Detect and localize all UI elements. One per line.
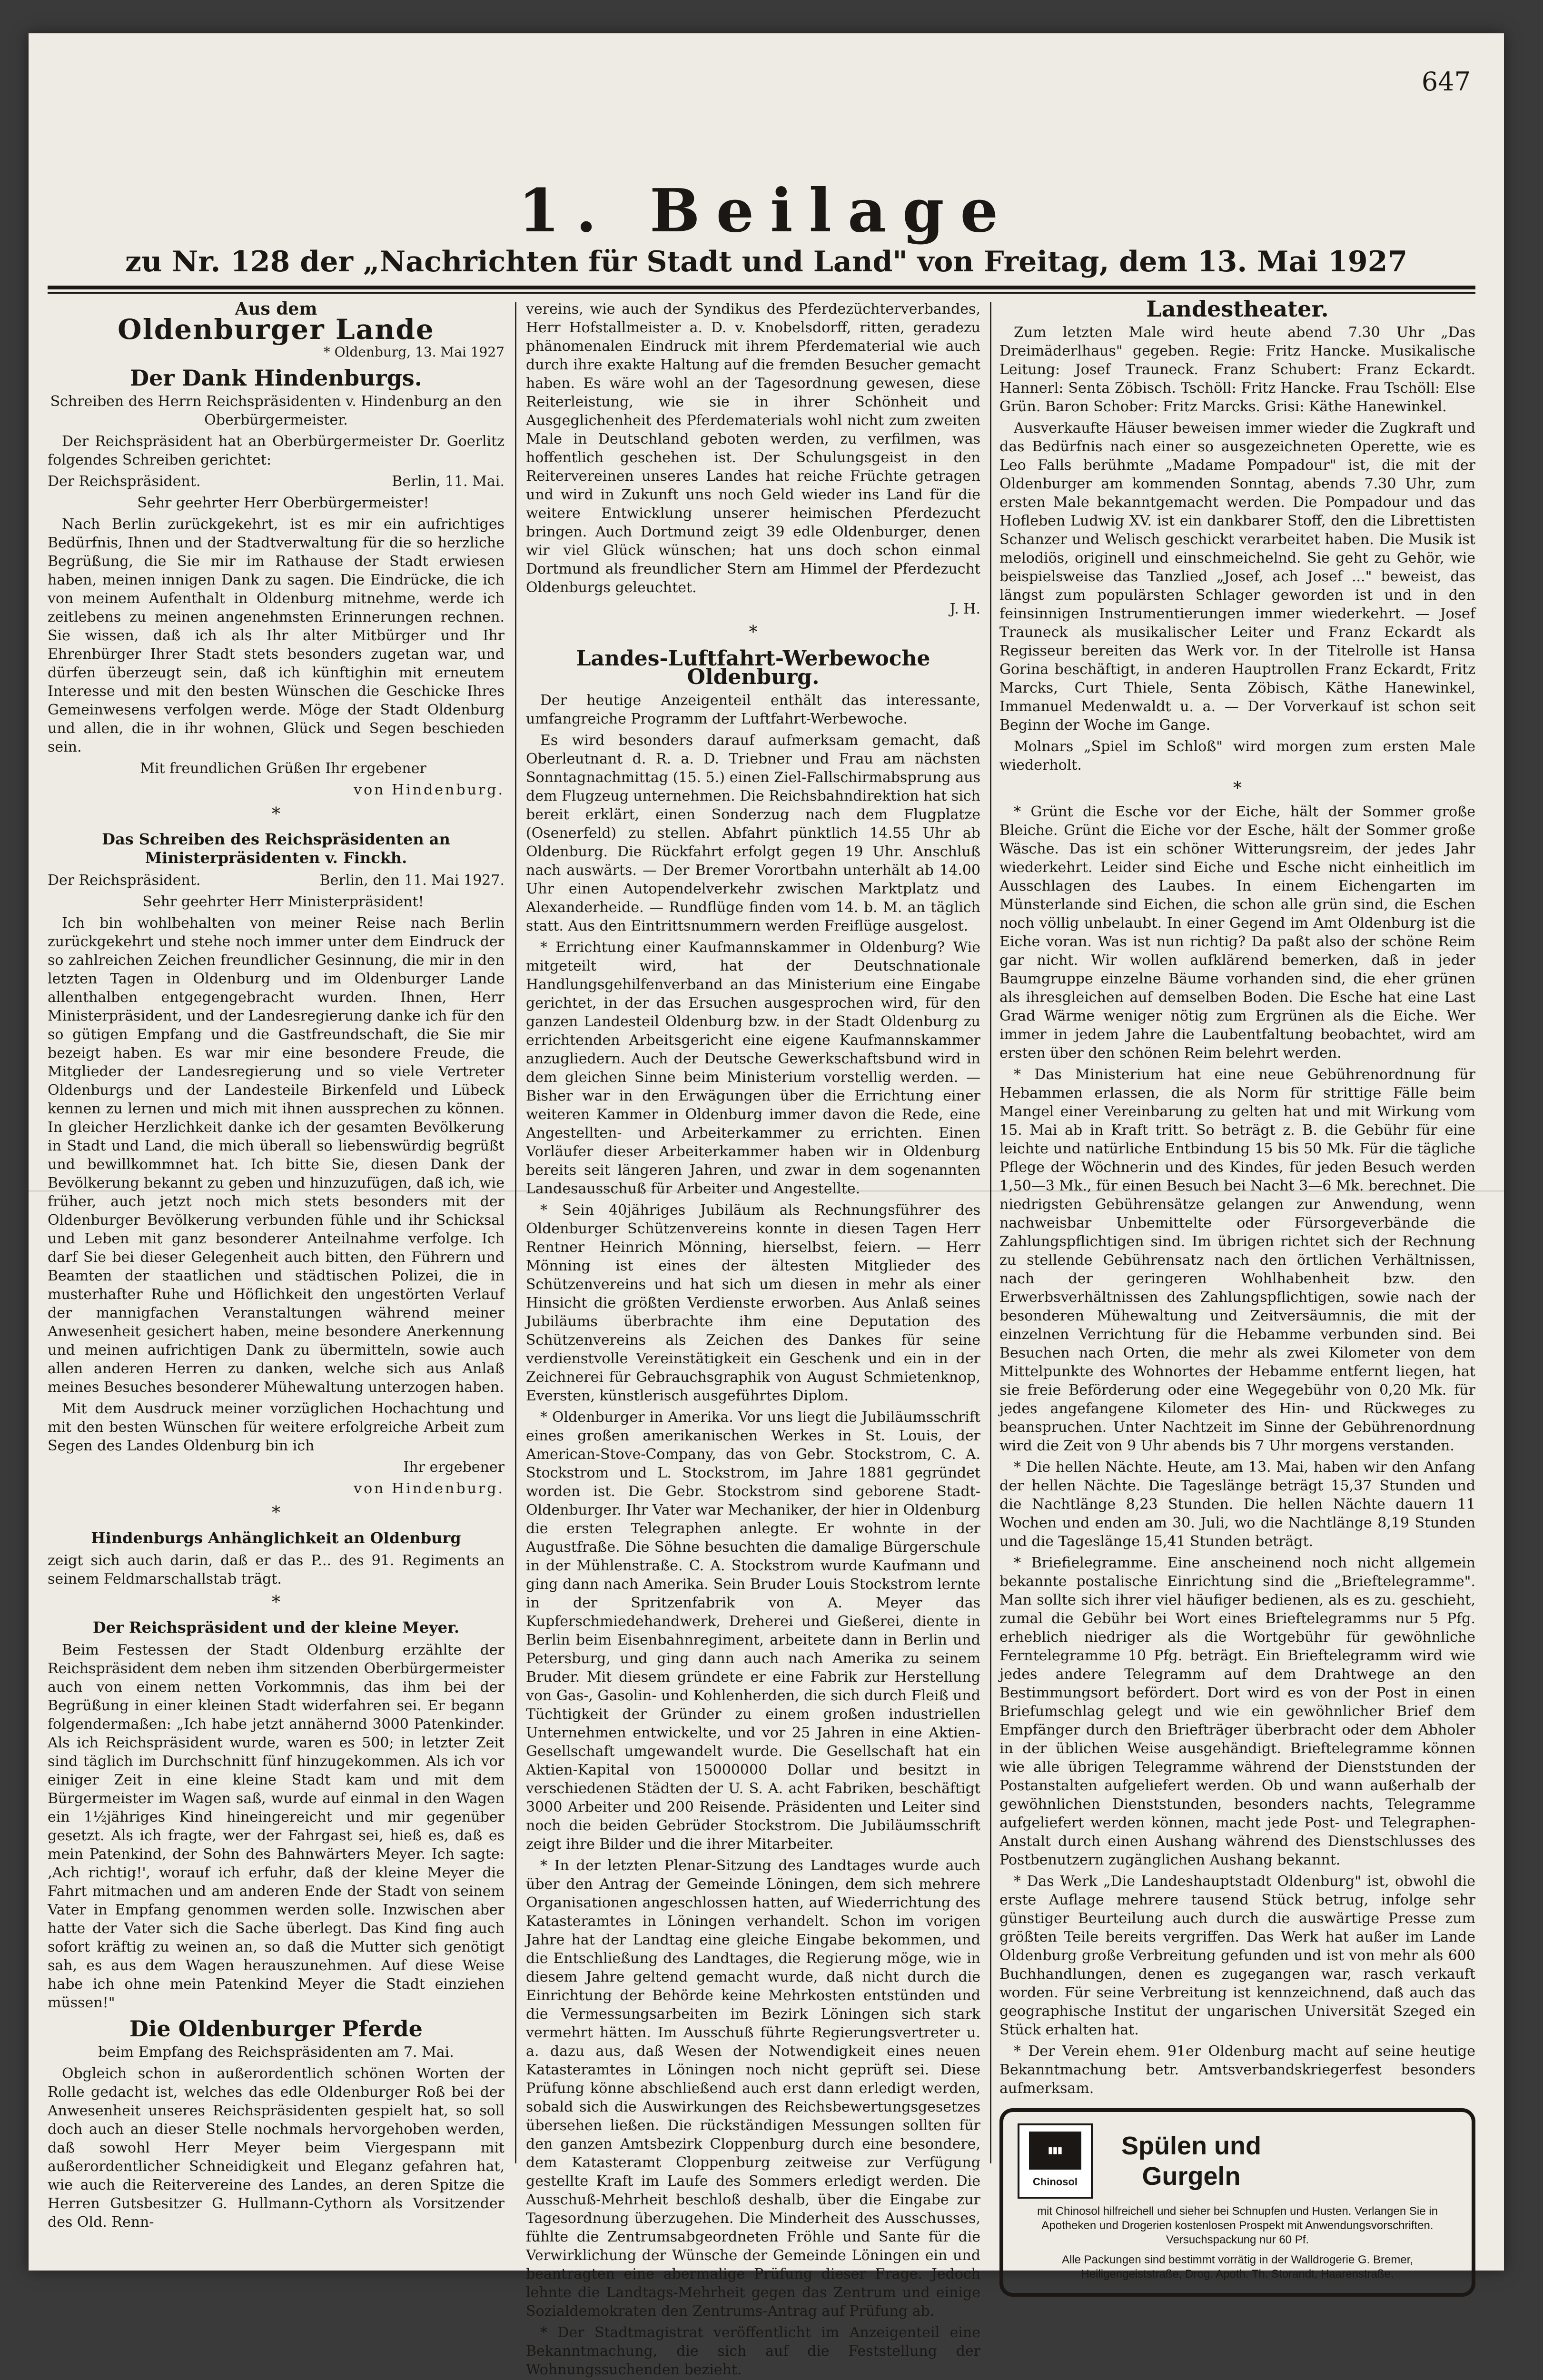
column-divider — [990, 302, 991, 2163]
article-subtitle: beim Empfang des Reichspräsidenten am 7. Mai. — [98, 2044, 454, 2061]
headline-landestheater: Landestheater. — [1146, 296, 1329, 322]
newspaper-page — [29, 33, 1504, 2378]
separator-star: * — [272, 1593, 280, 1612]
article-paragraph: * Der Verein ehem. 91er Oldenburg macht auf seine heutige Bekanntmachung betr. Amtsverbandskriegerfest besonders aufmerksam. — [999, 2043, 1475, 2097]
ad-text: mit Chinosol hilfreichell und sieher bei Schnupfen und Husten. Verlangen Sie in Apotheken und Drogerien kostenlosen Prospekt mit Anwendungsvorschriften. Versuchspackung nur 60 Pf. — [1037, 2205, 1438, 2246]
separator-star: * — [272, 804, 280, 824]
letter-place: Berlin, 11. Mai. — [392, 473, 504, 490]
section-region-title: Oldenburger Lande — [118, 313, 435, 346]
ad-title-line: Gurgeln — [1142, 2162, 1241, 2191]
headline-pferde: Die Oldenburger Pferde — [129, 2016, 423, 2042]
letter-body: Ich bin wohlbehalten von meiner Reise nach Berlin zurückgekehrt und stehe noch immer unter dem Eindruck der so zahlreichen Zeichen freundlicher Gesinnung, die mir in den letzten Tagen in Oldenburg und im Oldenburger Lande allenthalben entgegengebracht wurden. Ihnen, Herr Ministerpräsident, und der Landesregierung danke ich für den so gütigen Empfang und die Gastfreundschaft, die Sie mir bezeigt haben. Es war mir eine besondere Freude, die Mitglieder der Landesregierung und so viele Vertreter Oldenburgs und der Landesteile Birkenfeld und Lübeck kennen zu lernen und mich mit ihnen aussprechen zu können. In gleicher Herzlichkeit danke ich der gesamten Bevölkerung in Stadt und Land, die mich überall so liebenswürdig begrüßt und bewillkommnet hat. Ich bitte Sie, diesen Dank der Bevölkerung bekannt zu geben und hinzuzufügen, daß ich, wie früher, auch jetzt noch mich stets besonders mit der Oldenburger Bevölkerung verbunden fühle und ihr Schicksal und Leben mit ganz besonderer Anteilnahme verfolge. Ich darf Sie bei dieser Gelegenheit auch bitten, den Führern und Beamten der staatlichen und städtischen Polizei, die in musterhafter Ruhe und Höflichkeit den ungestörten Verlauf der mannigfachen Veranstaltungen während meiner Anwesenheit gesichert haben, meine besondere Anerkennung und meinen aufrichtigen Dank zu übermitteln, sowie auch allen anderen Herren zu danken, welche sich aus Anlaß meines Besuches besonderer Mühewaltung unterzogen haben. — [48, 915, 504, 1396]
separator-star: * — [1233, 779, 1242, 798]
article-paragraph: Zum letzten Male wird heute abend 7.30 Uhr „Das Dreimäderlhaus" gegeben. Regie: Fritz Hancke. Musikalische Leitung: Josef Trauneck. Franz Schubert: Franz Eckardt. Hannerl: Senta Zöbisch. Tschöll: Fritz Hancke. Frau Tschöll: Else Grün. Baron Schober: Fritz Marcks. Grisi: Käthe Hanewinkel. — [999, 324, 1475, 415]
headline-luftfahrt: Landes-Luftfahrt-Werbewoche Oldenburg. — [576, 646, 930, 689]
article-paragraph: * Der Stadtmagistrat veröffentlicht im Anzeigenteil eine Bekanntmachung, die sich auf die Feststellung der Wohnungssuchenden bezieht. — [526, 2324, 980, 2378]
article-paragraph: zeigt sich auch darin, daß er das P... des 91. Regiments an seinem Feldmarschallstab trägt. — [48, 1552, 504, 1587]
chinosol-logo — [1018, 2123, 1093, 2199]
article-paragraph: Beim Festessen der Stadt Oldenburg erzählte der Reichspräsident dem neben ihm sitzenden Oberbürgermeister auch von einem netten Vorkommnis, das ihm bei der Begrüßung in einer kleinen Stadt widerfahren sei. Er begann folgendermaßen: „Ich habe jetzt annähernd 3000 Patenkinder. Als ich Reichspräsident wurde, waren es 500; in letzter Zeit sind täglich im Durchschnitt fünf hinzugekommen. Als ich vor einiger Zeit in eine kleine Stadt kam und mit dem Bürgermeister im Wagen saß, wurde auf einmal in den Wagen ein 1½jähriges Kind hineingereicht und mir gegenüber gesetzt. Als ich fragte, wer der Fahrgast sei, hieß es, daß es mein Patenkind, der Sohn des Bahnwärters Meyer. Ich sagte: ‚Ach richtig!', worauf ich erfuhr, daß der kleine Meyer die Fahrt mitmachen und am anderen Ende der Stadt von seinem Vater in Empfang genommen werden solle. Inzwischen aber hatte der Vater sich die Sache überlegt. Das Kind fing auch sofort kräftig zu weinen an, so daß die Mutter sich genötigt sah, es aus dem Wagen herauszunehmen. Auf diese Weise habe ich ohne mein Patenkind Meyer die Stadt einziehen müssen!" — [48, 1642, 504, 2011]
logo-brand: Chinosol — [1032, 2175, 1078, 2188]
ad-title — [1121, 2131, 1261, 2192]
dateline: * Oldenburg, 13. Mai 1927 — [323, 344, 504, 360]
section-title: Der Reichspräsident und der kleine Meyer. — [92, 1618, 460, 1636]
headline-hindenburg: Der Dank Hindenburgs. — [130, 365, 422, 391]
article-paragraph: vereins, wie auch der Syndikus des Pferdezüchterverbandes, Herr Hofstallmeister a. D. v. Knobelsdorff, ritten, geradezu phänomenalen Eindruck mit ihrem Pferdematerial wie auch durch ihre exakte Haltung auf die fremden Besucher gemacht haben. Es wäre wohl an der Tagesordnung gewesen, diese Reiterleistung, wie sie in ihrer Schönheit und Ausgeglichenheit des Pferdematerials wohl nicht zum zweiten Male in Deutschland geboten werden, zu verfilmen, was hoffentlich geschehen ist. Der Schulungsgeist in den Reitervereinen unseres Landes hat reiche Früchte getragen und wird in Zukunft uns noch Geld wieder ins Land für die weitere Entwicklung unserer heimischen Pferdezucht bringen. Auch Dortmund zeigt 39 edle Oldenburger, denen wir viel Glück wünschen; hat uns doch schon einmal Dortmund als freundlicher Stern am Himmel der Pferdezucht Oldenburgs geleuchtet. — [526, 301, 980, 596]
article-paragraph: * Das Werk „Die Landeshauptstadt Oldenburg" ist, obwohl die erste Auflage mehrere tausend Stück betrug, infolge sehr günstiger Beurteilung auch durch die auswärtige Presse zum größten Teile bereits vergriffen. Das Werk hat außer im Lande Oldenburg große Verbreitung gefunden und ist von mehr als 600 Buchhandlungen, denen es zugegangen war, rasch verkauft worden. Für seine Verbreitung ist kennzeichnend, daß auch das geographische Institut der ungarischen Universität Szeged ein Stück erhalten hat. — [999, 1873, 1475, 2038]
article-paragraph: * Errichtung einer Kaufmannskammer in Oldenburg? Wie mitgeteilt wird, hat der Deutschnationale Handlungsgehilfenverband an das Ministerium eine Eingabe gerichtet, in der das Ersuchen ausgesprochen wird, für den ganzen Landesteil Oldenburg bzw. in der Stadt Oldenburg zu errichtenden Arbeitsgericht eine eigene Kaufmannskammer anzugliedern. Auch der Deutsche Gewerkschaftsbund wird in dem gleichen Sinne beim Ministerium vorstellig werden. — Bisher war in den Erwägungen über die Errichtung einer weiteren Kammer in Oldenburg immer davon die Rede, eine Angestellten- und Arbeiterkammer zu errichten. Einen Vorläufer dieser Arbeiterkammer haben wir in Oldenburg bereits seit längeren Jahren, und zwar in dem sogenannten Landesausschuß für Arbeiter und Angestellte. — [526, 939, 980, 1197]
article-paragraph: * Briefielegramme. Eine anscheinend noch nicht allgemein bekannte postalische Einrichtung sind die „Brieftelegramme". Man sollte sich ihrer viel häufiger bedienen, als es zu. geschieht, zumal die Gebühr bei Wort eines Brieftelegramms nur 5 Pfg. erheblich niedriger als die Wortgebühr für gewöhnliche Ferntelegramme 10 Pfg. beträgt. Ein Brieftelegramm wird wie jedes andere Telegramm auf dem Drahtwege an den Bestimmungsort befördert. Dort wird es von der Post in einen Briefumschlag gelegt und wie ein gewöhnlicher Brief dem Empfänger durch den Briefträger überbracht oder dem Abholer in der üblichen Weise ausgehändigt. Brieftelegramme können wie alle übrigen Telegramme während der Dienststunden der Postanstalten aufgeliefert werden. Ob und wann außerhalb der gewöhnlichen Dienststunden, besonders nachts, Telegramme aufgeliefert werden können, macht jede Post- und Telegraphen-Anstalt durch einen Aushang während des Dienstschlusses des Postbenutzern zugänglichen Aushang bekannt. — [999, 1555, 1475, 1868]
article-paragraph: * Sein 40jähriges Jubiläum als Rechnungsführer des Oldenburger Schützenvereins konnte in diesen Tagen Herr Rentner Heinrich Mönning, hierselbst, feiern. — Herr Mönning ist eines der ältesten Mitglieder des Schützenvereins und hat sich um diesen in mehr als einer Hinsicht die größten Verdienste erworben. Aus Anlaß seines Jubiläums überbrachte ihm eine Deputation des Schützenvereins als Zeichen des Dankes für seine verdienstvolle Vereinstätigkeit ein Geschenk und ein in der Zeichnerei für Gebrauchsgraphik von August Schmietenknop, Eversten, künstlerisch ausgeführtes Diplom. — [526, 1202, 980, 1404]
article-paragraph: Der heutige Anzeigenteil enthält das interessante, umfangreiche Programm der Luftfahrt-Werbewoche. — [526, 692, 980, 727]
separator-star: * — [272, 1503, 280, 1523]
section-title: Das Schreiben des Reichspräsidenten an Ministerpräsidenten v. Finckh. — [102, 830, 450, 867]
article-signature: J. H. — [950, 601, 980, 617]
letter-salutation: Sehr geehrter Herr Ministerpräsident! — [142, 893, 424, 910]
article-paragraph: * Grünt die Esche vor der Eiche, hält der Sommer große Bleiche. Grünt die Eiche vor der Esche, hält der Sommer große Wäsche. Das ist ein schöner Witterungsreim, der jedes Jahr wiederkehrt. Leider sind Eiche und Esche nicht einheitlich im Ausschlagen des Laubes. In einem Eichengarten im Münsterlande sind Eichen, die schon alle grün sind, die Eschen noch völlig unbelaubt. In einer Gegend im Amt Oldenburg ist die Eiche voran. Was ist nun richtig? Da paßt also der schöne Reim gar nicht. Wir wollen aufklärend bemerken, daß in jeder Baumgruppe einzelne Bäume vorhanden sind, die eher grünen als ihresgleichen auf demselben Boden. Die Esche hat eine Last Grad Wärme weniger nötig zum Ergrünen als die Eiche. Wer immer in jedem Jahre die Laubentfaltung beobachtet, wird am ersten über den schönen Reim belehrt werden. — [999, 803, 1475, 1061]
letter-header — [48, 871, 504, 890]
logo-box: ▮▮▮ — [1029, 2132, 1081, 2170]
article-paragraph: * In der letzten Plenar-Sitzung des Landtages wurde auch über den Antrag der Gemeinde Löningen, dem sich mehrere Organisationen angeschlossen hatten, auf Wiederrichtung des Katasteramtes in Löningen verhandelt. Schon im vorigen Jahre hat der Landtag eine gleiche Eingabe bekommen, und die Entschließung des Landtages, die Regierung möge, wie in diesem Jahre geltend gemacht wurde, daß nicht durch die Einrichtung der Behörde keine Mehrkosten entstünden und die Vermessungsarbeiten im Bezirk Löningen sich stark vermehrt hätten. Im Ausschuß führte Regierungsvertreter u. a. dazu aus, daß Wesen der Notwendigkeit eines neuen Katasteramtes in Löningen noch nicht geprüft sei. Diese Prüfung könne abschließend auch erst dann erledigt werden, sobald sich die Auswirkungen des Reichsbewertungsgesetzes übersehen ließen. Die rückständigen Messungen sollten für den ganzen Amtsbezirk Cloppenburg durch eine besondere, dem Katasteramt Cloppenburg zeitweise zur Verfügung gestellte Kraft im Laufe des Sommers erledigt werden. Die Ausschuß-Mehrheit beschloß deshalb, über die Eingabe zur Tagesordnung überzugehen. Die Minderheit des Ausschusses, fühlte die Zentrumsabgeordneten Fröhle und Sante für die Verwirklichung der Wünsche der Gemeinde Löningen ein und beantragten eine abermalige Prüfung dieser Frage. Jedoch lehnte die Landtags-Mehrheit gegen das Zentrum und einige Sozialdemokraten den Zentrums-Antrag auf Prüfung ab. — [526, 1857, 980, 2320]
letter-body: Mit dem Ausdruck meiner vorzüglichen Hochachtung und mit den besten Wünschen für weitere erfolgreiche Arbeit zum Segen des Landes Oldenburg bin ich — [48, 1400, 504, 1454]
letter-from: Der Reichspräsident. — [48, 473, 201, 490]
supplement-title: 1. Beilage — [518, 176, 1015, 246]
article-paragraph: Es wird besonders darauf aufmerksam gemacht, daß Oberleutnant d. R. a. D. Triebner und Frau am nächsten Sonntagnachmittag (15. 5.) einen Ziel-Fallschirmabsprung aus dem Flugzeug unternehmen. Die Reichsbahndirektion hat sich bereit erklärt, einen Sonderzug nach dem Flugplatze (Osenerfeld) zu stellen. Abfahrt pünktlich 14.55 Uhr ab Oldenburg. Die Rückfahrt erfolgt gegen 19 Uhr. Anschluß nach auswärts. — Der Bremer Vorortbahn unterhält ab 14.00 Uhr einen Autopendelverkehr zwischen Marktplatz und Alexanderheide. — Rundflüge finden vom 14. b. M. an täglich statt. Aus den Eintrittsnummern werden Freiflüge ausgelost. — [526, 732, 980, 934]
ad-text: Alle Packungen sind bestimmt vorrätig in der Walldrogerie G. Bremer, Heiligengeiststraße, Drog. Apoth. Th. Storandt, Haarenstraße. — [1061, 2253, 1414, 2281]
letter-close: Ihr ergebener — [403, 1459, 504, 1476]
letter-body: Nach Berlin zurückgekehrt, ist es mir ein aufrichtiges Bedürfnis, Ihnen und der Stadtverwaltung für die so herzliche Begrüßung, die Sie mir im Rathause der Stadt erwiesen haben, meinen innigen Dank zu sagen. Die Eindrücke, die ich von meinem Aufenthalt in Oldenburg mitnehme, werde ich zeitlebens zu meinen angenehmsten Erinnerungen rechnen. Sie wissen, daß ich als Ihr alter Mitbürger und Ihr Ehrenbürger Ihrer Stadt stets besonders zugetan war, und dürfen überzeugt sein, daß ich künftighin mit erneutem Interesse und mit den besten Wünschen die Geschicke Ihres Gemeinwesens verfolgen werde. Möge der Stadt Oldenburg und allen, die in ihr wohnen, Glück und Segen beschieden sein. — [48, 516, 504, 755]
header-rule-thin — [48, 292, 1475, 294]
article-paragraph: Molnars „Spiel im Schloß" wird morgen zum ersten Male wiederholt. — [999, 738, 1475, 774]
letter-close: Mit freundlichen Grüßen Ihr ergebener — [140, 760, 426, 777]
chinosol-advertisement — [999, 2108, 1475, 2297]
article-paragraph: * Oldenburger in Amerika. Vor uns liegt die Jubiläumsschrift eines großen amerikanischen Werkes in St. Louis, der American-Stove-Company, das von Gebr. Stockstrom, C. A. Stockstrom und L. Stockstrom, im Jahre 1881 gegründet worden ist. Die Gebr. Stockstrom sind geborene Stadt-Oldenburger. Ihr Vater war Mechaniker, der hier in Oldenburg die ersten Telegraphen anlegte. Er wohnte in der Augustfraße. Die Söhne besuchten die damalige Bürgerschule in der Mühlenstraße. C. A. Stockstrom wurde Kaufmann und ging dann nach Amerika. Sein Bruder Louis Stockstrom lernte in der Spritzenfabrik von A. Meyer das Kupferschmiedehandwerk, Dreherei und Gießerei, diente in Berlin beim Eisenbahnregiment, arbeitete dann in Berlin und Petersburg, und ging dann auch nach Amerika zu seinem Bruder. Mit diesem gründete er eine Fabrik zur Herstellung von Gas-, Gasolin- und Kohlenherden, die sich durch Fleiß und Tüchtigkeit der Gründer zu einem großen industriellen Unternehmen entwickelte, und vor 25 Jahren in eine Aktien-Gesellschaft umgewandelt wurde. Die Gesellschaft hat ein Aktien-Kapital von 15000000 Dollar und besitzt in verschiedenen Städten der U. S. A. acht Fabriken, beschäftigt 3000 Arbeiter und 200 Reisende. Präsidenten und Leiter sind noch die beiden Gebrüder Stockstrom. Die Jubiläumsschrift zeigt ihre Bilder und die ihrer Mitarbeiter. — [526, 1409, 980, 1853]
ad-header — [1018, 2123, 1457, 2199]
letter-place: Berlin, den 11. Mai 1927. — [319, 872, 504, 889]
letter-signature: von Hindenburg. — [354, 1480, 504, 1497]
article-paragraph: Obgleich schon in außerordentlich schönen Worten der Rolle gedacht ist, welches das edle Oldenburger Roß bei der Anwesenheit unseres Reichspräsidenten gespielt hat, so soll doch auch an dieser Stelle nochmals hervorgehoben werden, daß sowohl Herr Meyer beim Viergespann mit außerordentlicher Schneidigkeit und Eleganz gefahren hat, wie auch die Reitervereine des Landes, an deren Spitze die Herren Gutsbesitzer G. Hullmann-Cythorn als Vorsitzender des Old. Renn- — [48, 2065, 504, 2231]
letter-from: Der Reichspräsident. — [48, 872, 201, 889]
article-paragraph: Der Reichspräsident hat an Oberbürgermeister Dr. Goerlitz folgendes Schreiben gerichtet: — [48, 433, 504, 468]
column-1 — [48, 300, 504, 2234]
article-paragraph: * Die hellen Nächte. Heute, am 13. Mai, haben wir den Anfang der hellen Nächte. Die Tageslänge beträgt 15,37 Stunden und die Nachtlänge 8,23 Stunden. Die hellen Nächte dauern 11 Wochen und enden am 30. Juli, wo die Nachtlänge 8,19 Stunden und die Tageslänge 15,41 Stunden beträgt. — [999, 1459, 1475, 1550]
section-title: Hindenburgs Anhänglichkeit an Oldenburg — [91, 1529, 461, 1547]
column-divider — [515, 302, 516, 2163]
letter-signature: von Hindenburg. — [354, 782, 504, 798]
section-kicker: Aus dem — [235, 299, 317, 319]
article-intro: Schreiben des Herrn Reichspräsidenten v. Hindenburg an den Oberbürgermeister. — [50, 393, 502, 428]
separator-star: * — [749, 623, 758, 642]
letter-salutation: Sehr geehrter Herr Oberbürgermeister! — [137, 495, 429, 511]
issue-subtitle: zu Nr. 128 der „Nachrichten für Stadt und Land" von Freitag, dem 13. Mai 1927 — [125, 245, 1408, 278]
page-number: 647 — [1421, 67, 1471, 97]
ad-title-line: Spülen und — [1121, 2132, 1261, 2160]
column-3 — [999, 296, 1475, 2297]
letter-header — [48, 472, 504, 491]
article-paragraph: * Das Ministerium hat eine neue Gebührenordnung für Hebammen erlassen, die als Norm für strittige Fälle beim Mangel einer Vereinbarung zu gelten hat und mit Wirkung vom 15. Mai ab in Kraft tritt. So beträgt z. B. die Gebühr für eine leichte und natürliche Entbindung 15 bis 50 Mk. Für die tägliche Pflege der Wöchnerin und des Kindes, für jeden Besuch werden 1,50—3 Mk., für einen Besuch bei Nacht 3—6 Mk. berechnet. Die niedrigsten Gebührensätze gelangen zur Anwendung, wenn nachweisbar Unbemittelte oder Fürsorgeverbände die Zahlungspflichtigen sind. Im übrigen richtet sich der Rechnung zu stellende Gebührensatz nach den örtlichen Verhältnissen, nach der geringeren Wohlhabenheit bzw. den Erwerbsverhältnissen des Zahlungspflichtigen, sowie nach der besonderen Mühewaltung und Zeitversäumnis, die mit der einzelnen Verrichtung für die Hebamme verbunden sind. Bei Besuchen nach Orten, die mehr als zwei Kilometer von dem Mittelpunkte des Wohnortes der Hebamme entfernt liegen, hat sie freie Beförderung oder eine Wegegebühr von 0,20 Mk. für jedes angefangene Kilometer des Hin- und Rückweges zu beanspruchen. Unter Nachtzeit im Sinne der Gebührenordnung wird die Zeit von 9 Uhr abends bis 7 Uhr morgens verstanden. — [999, 1066, 1475, 1454]
article-paragraph: Ausverkaufte Häuser beweisen immer wieder die Zugkraft und das Bedürfnis nach einer so ausgezeichneten Operette, wie es Leo Falls berühmte „Madame Pompadour" ist, die mit der Oldenburger am kommenden Sonntag, abends 7.30 Uhr, zum ersten Male bekanntgemacht werden. Die Pompadour und das Hofleben Ludwig XV. ist ein dankbarer Stoff, den die Librettisten Schanzer und Welisch geschickt verarbeitet haben. Die Musik ist melodiös, originell und einschmeichelnd. Sie geht zu Gehör, wie beispielsweise das Tanzlied „Josef, ach Josef ..." beweist, das längst zum populärsten Schlager geworden ist und in den feinsinnigen Instrumentierungen immer wiederkehrt. — Josef Trauneck als musikalischer Leiter und Franz Eckardt als Regisseur bereiten das Werk vor. In der Titelrolle ist Hansa Gorina beschäftigt, in anderen Hauptrollen Franz Eckardt, Fritz Marcks, Curt Thiele, Senta Zöbisch, Käthe Hanewinkel, Immanuel Medenwaldt u. a. — Der Vorverkauf ist schon seit Beginn der Woche im Gange. — [999, 420, 1475, 734]
header-rule — [48, 286, 1475, 289]
column-2 — [526, 300, 980, 2380]
